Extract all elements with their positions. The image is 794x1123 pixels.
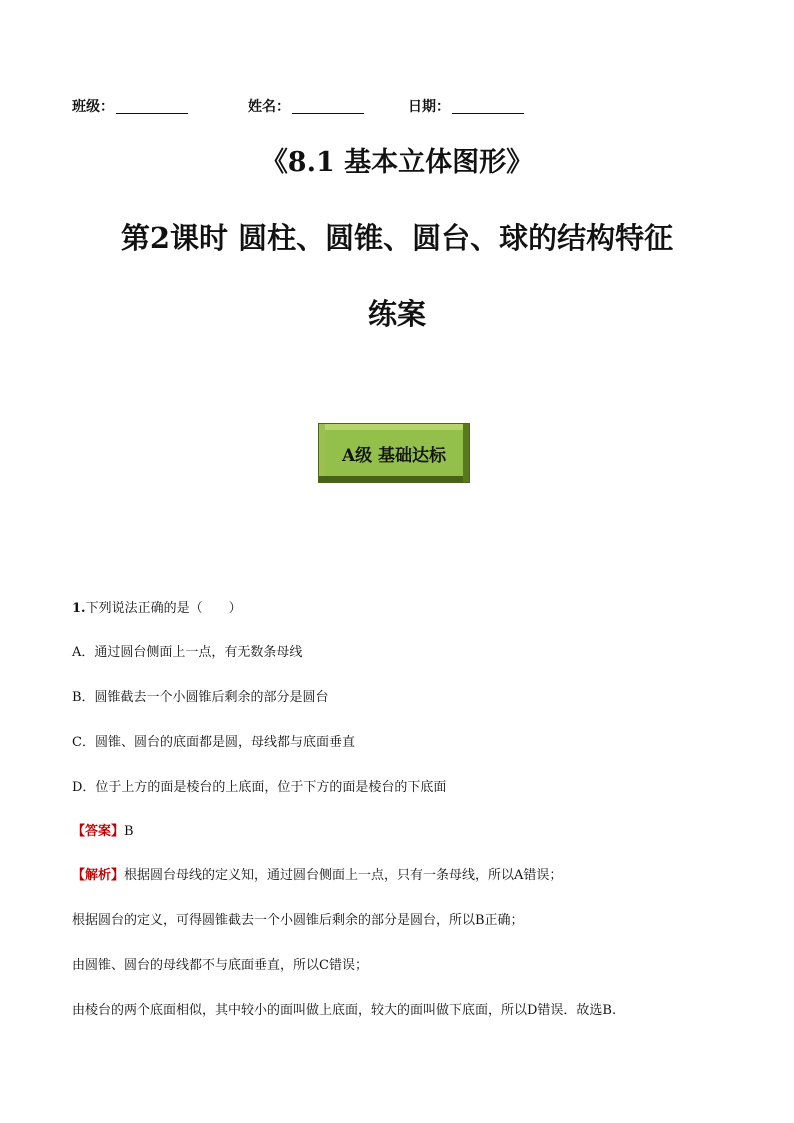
name-blank[interactable] (292, 99, 364, 114)
date-blank[interactable] (452, 99, 524, 114)
question-text: 下列说法正确的是（ ） (85, 601, 242, 616)
answer-tag: 【答案】 (72, 824, 125, 839)
lesson-title: 第2课时 圆柱、圆锥、圆台、球的结构特征 (120, 221, 674, 255)
level-badge-label: A级 基础达标 (325, 430, 463, 476)
option-a: A．通过圆台侧面上一点，有无数条母线 (72, 645, 303, 660)
badge-bevel-bottom (319, 476, 469, 482)
analysis-line-4: 由棱台的两个底面相似，其中较小的面叫做上底面，较大的面叫做下底面，所以D错误．故选B. (72, 1003, 617, 1018)
question-1-stem (72, 597, 242, 616)
date-label: 日期： (408, 99, 450, 115)
date-field (408, 96, 524, 116)
badge-bevel-right (463, 424, 469, 482)
question-number: 1. (72, 601, 86, 616)
name-field (248, 96, 364, 116)
answer-value: B (124, 824, 134, 839)
class-label: 班级： (72, 99, 114, 115)
option-d: D．位于上方的面是棱台的上底面，位于下方的面是棱台的下底面 (72, 780, 447, 795)
option-c: C．圆锥、圆台的底面都是圆，母线都与底面垂直 (72, 735, 355, 750)
analysis-text: 根据圆台母线的定义知，通过圆台侧面上一点，只有一条母线，所以A错误； (124, 868, 563, 883)
option-b: B．圆锥截去一个小圆锥后剩余的部分是圆台 (72, 690, 329, 705)
analysis-line-3: 由圆锥、圆台的母线都不与底面垂直，所以C错误； (72, 958, 368, 973)
analysis-line-2: 根据圆台的定义，可得圆锥截去一个小圆锥后剩余的部分是圆台，所以B正确； (72, 913, 524, 928)
name-label: 姓名： (248, 99, 290, 115)
analysis-tag: 【解析】 (72, 868, 125, 883)
main-title: 《8.1 基本立体图形》 (260, 147, 534, 178)
class-blank[interactable] (116, 99, 188, 114)
class-field (72, 96, 188, 116)
answer-line (72, 820, 134, 839)
level-badge (318, 423, 470, 483)
worksheet-type-title: 练案 (367, 297, 426, 331)
analysis-line-1 (72, 864, 562, 883)
